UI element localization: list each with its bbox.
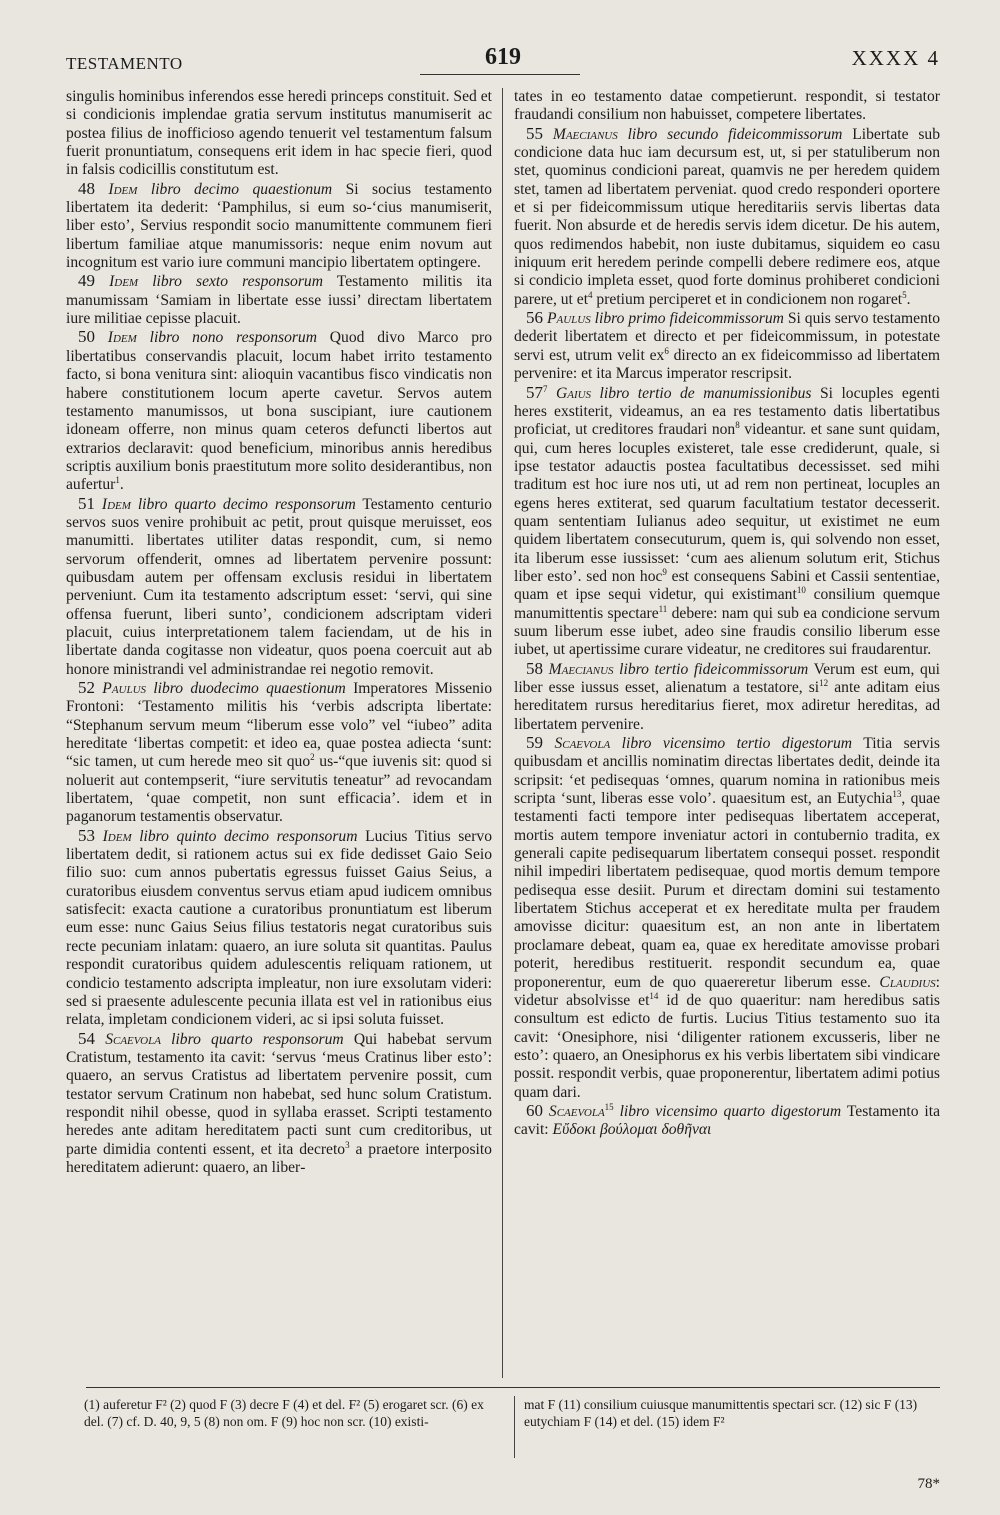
section-56: 56 Paulus libro primo fideicommissorum Si quis servo testamento dederit libertatem et directo et per fideicommissum, in potestate servi est, utrum velit $ex^6$ directo an ex fideicommisso ad libertatem pervenire: et ita Marcus imperator rescripsit.: [514, 308, 941, 383]
paragraph-continuation: tates in eo testamento datae competierunt. respondit, si testator fraudandi consilium non habuisset, competere libertates.: [514, 88, 940, 124]
section-51: 51 Idem libro quarto decimo responsorum Testamento centurio servos suos venire prohibuit ac petit, prout quisque meruisset, eos manumitti. libertates utiliter datas respondit, cum, si nemo servorum offenderit, omnes ad libertatem pervenire possunt: quibusdam autem per offensam exclusis residui in libertatem perveniunt. Cum ita testamento adscriptum esset: ‘servi, qui sine offensa fuerunt, liberi sunto’, condicionem adscriptam videri placuit, cuius interpretationem talem faciendam, ut de his in libertate danda cogitasse non videatur, quos poena coercuit aut ab honore ministrandi vel administrandae rei negotio removit.: [66, 493, 492, 678]
paragraph-intro: singulis hominibus inferendos esse heredi princeps constituit. Sed et si condicionis implendae gratia servum institutus manumiserit ac postea filius de inofficioso agendo tenuerit vel testamentum falsum fuerit pronuntiatum, consequens erit idem in hac specie fieri, quod in falsis codicillis constitutum est.: [66, 88, 492, 179]
left-column: [66, 88, 492, 1177]
footnote-ref: 10: [796, 585, 806, 596]
footnote-ref: 6: [664, 345, 669, 356]
section-60: 60 Scaevola$^{15}$ libro vicensimo quarto digestorum Testamento ita cavit: Εὔδοκι βούλομαι δοθῆναι: [514, 1100, 940, 1139]
signature-mark: 78*: [917, 1476, 940, 1492]
footnote-ref: 8: [735, 420, 740, 430]
section-57: $57^7$ Gaius libro tertio de manumissionibus Si locuples egenti heres exstiterit, videamus, an ea res testamento datis libertatibus proficiat, ut creditores fraudari non$^8$ videantur. et sane sunt quidam, qui, cum heres locuples existeret, tale esse crediderunt, quale, si ipse testator adauctis postea facultatibus decessisset. sed mihi traditum est hoc iure nos uti, ut ad rem non pertineat, locuples an egens heres extiterat, sed quarum facultatium testator decesserit. quam sententiam Iulianus adeo sequitur, ut existimet ne eum quidem libertatem consecuturum, quem is, qui solvendo non esset, ita liberum esse iussisset: ‘cum aes alienum solutum erit, Stichus liber esto’. sed non hoc$^9$ est consequens Sabini et Cassii sententiae, quam et ipse sequi videtur, qui existimant$^{10}$ consilium quemque manumittentis spectare$^{11}$ debere: nam qui sub ea condicione servum suum liberum esse iubet, adeo sine fraudis consilio liberum esse iubet, ut apertissime curare videatur, ne creditores sui fraudarentur.: [514, 382, 941, 659]
footnote-ref: 13: [892, 788, 902, 799]
footnote-ref: 4: [588, 289, 593, 300]
section-55: 55 Maecianus libro secundo fideicommissorum Libertate sub condicione data huc iam decursum est, ut, si per statuliberum non stet, quominus condicioni pareat, quamvis ne per heredem quidem stet, tamen ad libertatem perveniat. quod credo responderi oportere et si per fideicommissum utique hereditariis servis libertas data fuerit. Non absurde et de heredis servis idem dicetur. De his autem, quos redimendos habebit, non iuste dubitamus, siquidem eo casu iniquum erit heredem perinde compelli debere redimere eos, atque si condicio impleta esset, quod forte dominus prohiberet condicioni parere, ut $et^4$ pretium perciperet et in condicionem non rogaret$^5$.: [514, 123, 941, 308]
footnote-ref: 14: [649, 990, 659, 1001]
footnote-ref: 9: [662, 566, 667, 577]
section-49: 49 Idem libro sexto responsorum Testamento militis ita manumissam ‘Samiam in libertate esse iussi’ directam libertatem iure militiae cepisse placuit.: [66, 271, 493, 328]
footnote-ref: 2: [310, 752, 315, 763]
footnote-ref: 3: [345, 1139, 350, 1150]
footnote-rule: [86, 1387, 940, 1388]
footnotes-right: mat F (11) consilium cuiusque manumittentis spectari scr. (12) sic F (13) eutychiam F (14) et del. (15) idem F²: [524, 1397, 918, 1429]
section-54: 54 Scaevola libro quarto responsorum Qui habebat servum Cratistum, testamento ita cavit: ‘servus ‘meus Cratinus liber esto’: quaero, an servus Cratistus ad libertatem pervenire possit, cum testator servum Cratinum non habebat, sed hunc solum Cratistum. respondit nihil obesse, quod in syllaba erasset. Scripti testamento heredes ante aditam hereditatem pacti sunt cum creditoribus, ut parte dimidia contenti essent, et ita decreto$^3$ a praetore interposito hereditatem adierunt: quaero, an liber‑: [66, 1028, 493, 1176]
right-column: [514, 88, 940, 1140]
section-53: 53 Idem libro quinto decimo responsorum Lucius Titius servo libertatem dedit, si rationem actus sui ex fide dedisset Gaio Seio filio suo: cum annos pubertatis egressus fuisset Gaius Seius, a curatoribus eiusdem conventus servus etiam apud iudicem omnibus satisfecit: exacta cautione a curatoribus pronuntiatum est liberum eum esse: nunc Gaius Seius filius testatoris negat curatoribus suis recte pecuniam inlatam: quaero, an iure soluta sit quantitas. Paulus respondit curatoribus quidem adulescentis reliquam rationem, ut condicio testamento adscripta impleatur, non iure exsolutam videri: sed si praesente adulescente pecunia illata est vel in rationibus eius relata, impletam condicionem videri, ac si ipsi soluta fuisset.: [66, 825, 493, 1029]
header-rule: [420, 74, 580, 75]
footnotes-left: (1) auferetur F² (2) quod F (3) decre F (4) et del. F² (5) erogaret scr. (6) ex del. (7) cf. D. 40, 9, 5 (8) non om. F (9) hoc non scr. (10) existi‑: [84, 1397, 484, 1429]
greek-quotation: Εὔδοκι βούλομαι δοθῆναι: [552, 1121, 712, 1139]
section-58: 58 Maecianus libro tertio fideicommissorum Verum est eum, qui liber esse iussus esset, alienatum a testatore, $si^{12}$ ante aditam eius hereditatem rursus hereditarius fieret, mox adiretur hereditas, ad libertatem pervenire.: [514, 658, 940, 733]
running-title: TESTAMENTO: [66, 54, 183, 73]
section-48: 48 Idem libro decimo quaestionum Si socius testamento libertatem ita dederit: ‘Pamphilus, si eum so‑‘cius manumiserit, liber esto’, Servius respondit socio manumittente communem fieri libertum familiae atque manumissoris: neque enim novum aut incognitum est vario iure communi mancipio libertatem optingere.: [66, 178, 492, 272]
footnote-ref: 1: [115, 475, 120, 486]
footnote-ref: 15: [604, 1101, 614, 1112]
footnote-ref: 7: [543, 383, 548, 394]
footnote-ref: 12: [819, 677, 829, 688]
footnote-ref: 11: [658, 603, 668, 614]
column-divider: [502, 88, 503, 1378]
footnote-divider: [514, 1396, 515, 1458]
section-59: 59 Scaevola libro vicensimo tertio digestorum Titia servis quibusdam et ancillis nominatim directas libertates dedit, deinde ita scripsit: ‘et pedisequas ‘omnes, quarum nomina in rationibus meis scripta ‘sunt, liberas esse volo’. quaesitum est, an Eutychia$^{13}$, quae testamenti facti tempore inter pedisequas libertatem acceperat, mortis autem tempore inveniatur actori in contubernio tradita, ex generali capite pedisequarum libertatem consequi posset. respondit nihil impediri libertatem pedisequae, quod mortis demum tempore pedisequa esse desiit. Purum et directam domini sui testamento libertatem Stichus acceperat et ex hereditate multa per fraudem amovisse dicitur: quaesitum est, an non ante in libertatem proclamare debeat, quam ea, quae ex hereditate amovisse probari poterit, heredibus restituerit. respondit secundum ea, quae proponerentur, eum de quo quaereretur liberum esse. Claudius: videtur absolvisse $et^{14}$ id de quo quaeritur: nam heredibus satis consultum est edicto de furtis. Lucius Titius testamento suo ita cavit: ‘Onesiphore, nisi ‘diligenter rationem excusseris, liber ne esto’: quaero, an Onesiphorus ex his verbis libertatem sibi vindicare possit. respondit verbis, quae proponerentur, libertatem adimi potius quam dari.: [514, 733, 941, 1101]
section-50: 50 Idem libro nono responsorum Quod divo Marco pro libertatibus conservandis placuit, locum habet irrito testamento facto, si bona venitura sint: alioquin vacantibus fisco vindicatis non habere constitutionem locum aperte cavetur. Servos autem testamento manumissos, ut bona suscipiant, iure cautionem idoneam offerre, non minus quam ceteros defuncti libertos aut extrarios declaravit: quod beneficium, minoribus annis heredibus scriptis auxilium bonis praestitutum more solito desiderantibus, non aufertur$^1$.: [66, 327, 493, 494]
footnote-ref: 5: [902, 289, 907, 300]
page-number: 619: [485, 44, 521, 70]
page-header: [66, 44, 940, 84]
text-columns: [66, 88, 940, 1378]
book-number: XXXX 4: [851, 46, 940, 70]
section-52: 52 Paulus libro duodecimo quaestionum Imperatores Missenio Frontoni: ‘Testamento militis his ‘verbis adscripta libertate: “Stephanum servum meum “liberum esse volo” vel “iubeo” adita hereditate ‘libertas competit: et ideo ea, quae postea adiecta ‘sunt: “sic tamen, ut cum herede meo sit quo$^2$ us‑“que iuvenis sit: quod si noluerit aut contempserit, “iure servitutis teneatur” ad revocandam libertatem, ‘quae competit, non sunt efficacia’. idem et in paganorum testamentis observatur.: [66, 678, 493, 826]
